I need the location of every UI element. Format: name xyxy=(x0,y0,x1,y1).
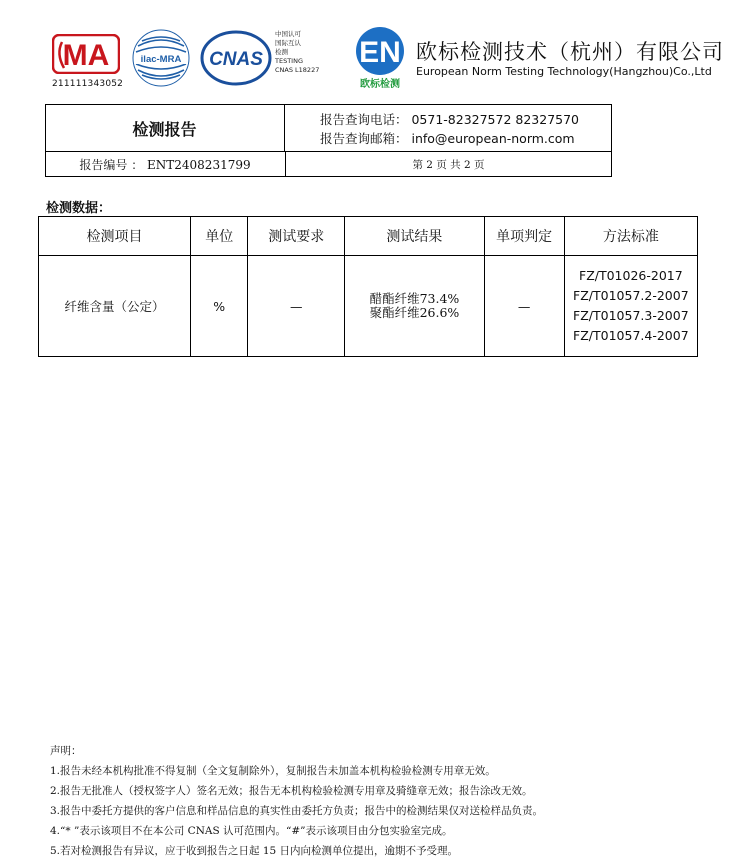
cma-logo xyxy=(52,34,120,74)
report-title: 检测报告 xyxy=(45,104,285,152)
ilac-mra-logo xyxy=(130,28,192,88)
table-row xyxy=(39,256,698,357)
statement-line: 2.报告无批准人（授权签字人）签名无效；报告无本机构检验检测专用章及骑缝章无效；报告涂改无效。 xyxy=(50,785,533,797)
page-indicator: 第 2 页 共 2 页 xyxy=(412,159,485,171)
svg-text:ilac-MRA: ilac-MRA xyxy=(140,54,182,65)
svg-text:EN: EN xyxy=(359,36,401,69)
test-data-table xyxy=(38,216,698,357)
report-number: 报告编号 ： ENT2408231799 xyxy=(79,158,251,172)
cell-unit: % xyxy=(191,256,248,357)
header-test-item: 检测项目 xyxy=(39,217,191,256)
european-norm-logo xyxy=(352,26,408,90)
header-unit: 单位 xyxy=(191,217,248,256)
svg-text:CNAS: CNAS xyxy=(209,49,263,70)
cell-result: 醋酯纤维73.4% 聚酯纤维26.6% xyxy=(345,256,485,357)
statement-line: 5.若对检测报告有异议，应于收到报告之日起 15 日内向检测单位提出，逾期不予受理。 xyxy=(50,845,459,857)
statement-line: 4.“* ”表示该项目不在本公司 CNAS 认可范围内。“#”表示该项目由分包实验室完成。 xyxy=(50,825,453,837)
header-requirement: 测试要求 xyxy=(248,217,345,256)
cell-requirement: — xyxy=(248,256,345,357)
report-email: 报告查询邮箱： info@european-norm.com xyxy=(320,131,575,146)
report-contact-info xyxy=(320,110,579,148)
cell-judgement: — xyxy=(484,256,564,357)
statement-heading: 声明： xyxy=(50,745,82,757)
header-result: 测试结果 xyxy=(345,217,485,256)
header-method: 方法标准 xyxy=(564,217,697,256)
svg-text:MA: MA xyxy=(62,39,110,72)
cma-number: 211111343052 xyxy=(52,79,124,89)
cell-method: FZ/T01026-2017 FZ/T01057.2-2007 FZ/T01057.3-2007 FZ/T01057.4-2007 xyxy=(564,256,697,357)
test-data-heading: 检测数据： xyxy=(46,201,112,216)
cnas-logo xyxy=(200,30,272,86)
statement-line: 3.报告中委托方提供的客户信息和样品信息的真实性由委托方负责；报告中的检测结果仅对送检样品负责。 xyxy=(50,805,544,817)
statement-line: 1.报告未经本机构批准不得复制（全文复制除外），复制报告未加盖本机构检验检测专用章无效。 xyxy=(50,765,496,777)
statement-block xyxy=(50,741,543,861)
svg-text:欧标检测: 欧标检测 xyxy=(360,79,400,90)
table-header-row xyxy=(39,217,698,256)
report-phone: 报告查询电话： 0571-82327572 82327570 xyxy=(320,112,580,127)
header-judgement: 单项判定 xyxy=(484,217,564,256)
company-name-cn: 欧标检测技术（杭州）有限公司 xyxy=(416,40,724,64)
cell-test-item: 纤维含量（公定） xyxy=(39,256,191,357)
company-name-en: European Norm Testing Technology(Hangzhou)Co.,Ltd xyxy=(416,65,712,78)
cnas-accreditation-text: 中国认可 国际互认 检测 TESTING CNAS L18227 xyxy=(275,30,320,74)
